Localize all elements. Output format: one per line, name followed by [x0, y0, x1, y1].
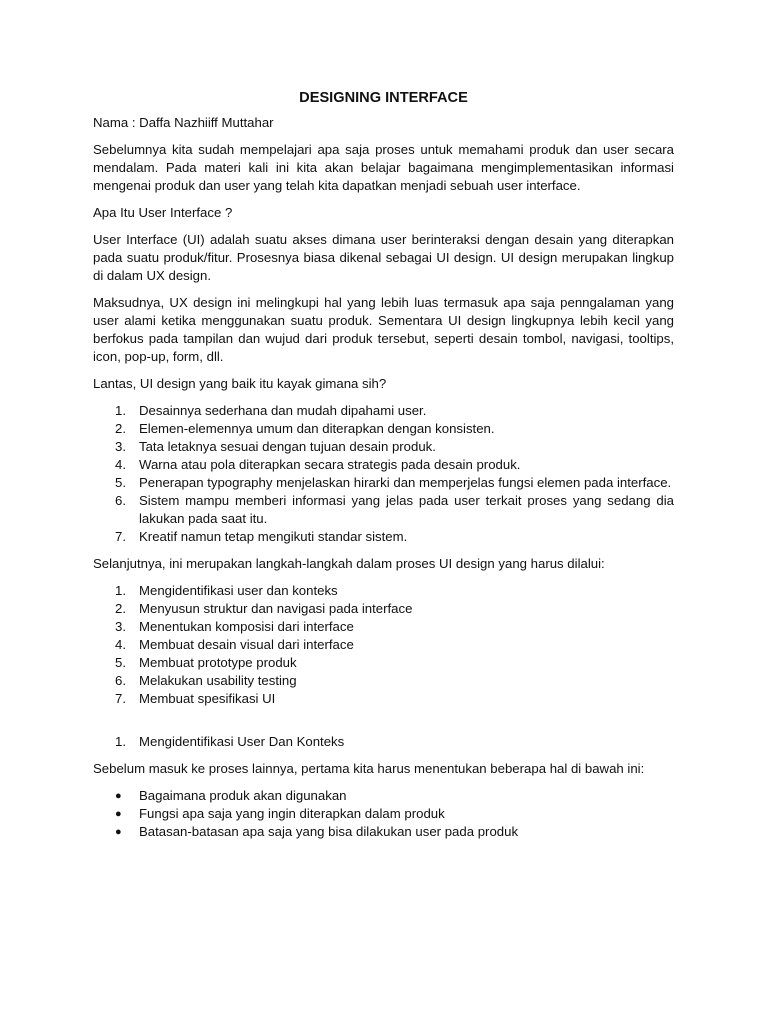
list-item: 4. Membuat desain visual dari interface: [115, 637, 354, 652]
list-item: 6. Melakukan usability testing: [115, 673, 297, 688]
list-item: 6. Sistem mampu memberi informasi yang jelas pada user terkait proses yang sedang dia lakukan pada saat itu.: [115, 493, 674, 526]
ux-scope-paragraph: Maksudnya, UX design ini melingkupi hal yang lebih luas termasuk apa saja penngalaman yang user alami ketika menggunakan suatu produk. Sementara UI design lingkupnya lebih kecil yang berfokus pada tampilan dan wujud dari produk tersebut, seperti desain tombol, navigasi, tooltips, icon, pop-up, form, dll.: [93, 295, 674, 364]
question-ui: Apa Itu User Interface ?: [93, 205, 233, 220]
question-good-ui: Lantas, UI design yang baik itu kayak gimana sih?: [93, 376, 387, 391]
ui-definition-paragraph: User Interface (UI) adalah suatu akses dimana user berinteraksi dengan desain yang diterapkan pada suatu produk/fitur. Prosesnya biasa dikenal sebagai UI design. UI design merupakan lingkup di dalam UX design.: [93, 232, 674, 283]
list-item: ● Fungsi apa saja yang ingin diterapkan dalam produk: [115, 806, 445, 821]
list-item: 2. Elemen-elemennya umum dan diterapkan dengan konsisten.: [115, 421, 495, 436]
bullet-icon: ●: [115, 790, 122, 802]
good-ui-list: [93, 402, 674, 546]
list-item: 3. Menentukan komposisi dari interface: [115, 619, 354, 634]
list-item: 3. Tata letaknya sesuai dengan tujuan desain produk.: [115, 439, 436, 454]
list-item: 1. Desainnya sederhana dan mudah dipahami user.: [115, 403, 427, 418]
list-item: 2. Menyusun struktur dan navigasi pada interface: [115, 601, 413, 616]
author-line: Nama : Daffa Nazhiiff Muttahar: [93, 115, 274, 130]
list-item: 1. Mengidentifikasi user dan konteks: [115, 583, 338, 598]
list-item: 4. Warna atau pola diterapkan secara strategis pada desain produk.: [115, 457, 521, 472]
bullet-icon: ●: [115, 808, 122, 820]
list-item: ● Bagaimana produk akan digunakan: [115, 788, 347, 803]
steps-list: [93, 582, 674, 708]
spacer: [93, 717, 674, 733]
bullet-list: [93, 787, 674, 841]
steps-intro-paragraph: Selanjutnya, ini merupakan langkah-langkah dalam proses UI design yang harus dilalui:: [93, 556, 605, 571]
list-item: 7. Membuat spesifikasi UI: [115, 691, 276, 706]
before-process-paragraph: Sebelum masuk ke proses lainnya, pertama kita harus menentukan beberapa hal di bawah ini:: [93, 761, 645, 776]
list-item: 7. Kreatif namun tetap mengikuti standar sistem.: [115, 529, 408, 544]
list-item: 5. Penerapan typography menjelaskan hirarki dan memperjelas fungsi elemen pada interface.: [115, 475, 672, 490]
bullet-icon: ●: [115, 826, 122, 838]
intro-paragraph: Sebelumnya kita sudah mempelajari apa saja proses untuk memahami produk dan user secara mendalam. Pada materi kali ini kita akan belajar bagaimana mengimplementasikan informasi mengenai produk dan user yang telah kita dapatkan menjadi sebuah user interface.: [93, 142, 674, 193]
list-item: ● Batasan-batasan apa saja yang bisa dilakukan user pada produk: [115, 824, 519, 839]
list-item: 5. Membuat prototype produk: [115, 655, 297, 670]
section-heading-list: [93, 733, 674, 751]
section-heading: 1. Mengidentifikasi User Dan Konteks: [115, 734, 345, 749]
document-page: [93, 88, 674, 850]
document-title: DESIGNING INTERFACE: [299, 90, 468, 106]
